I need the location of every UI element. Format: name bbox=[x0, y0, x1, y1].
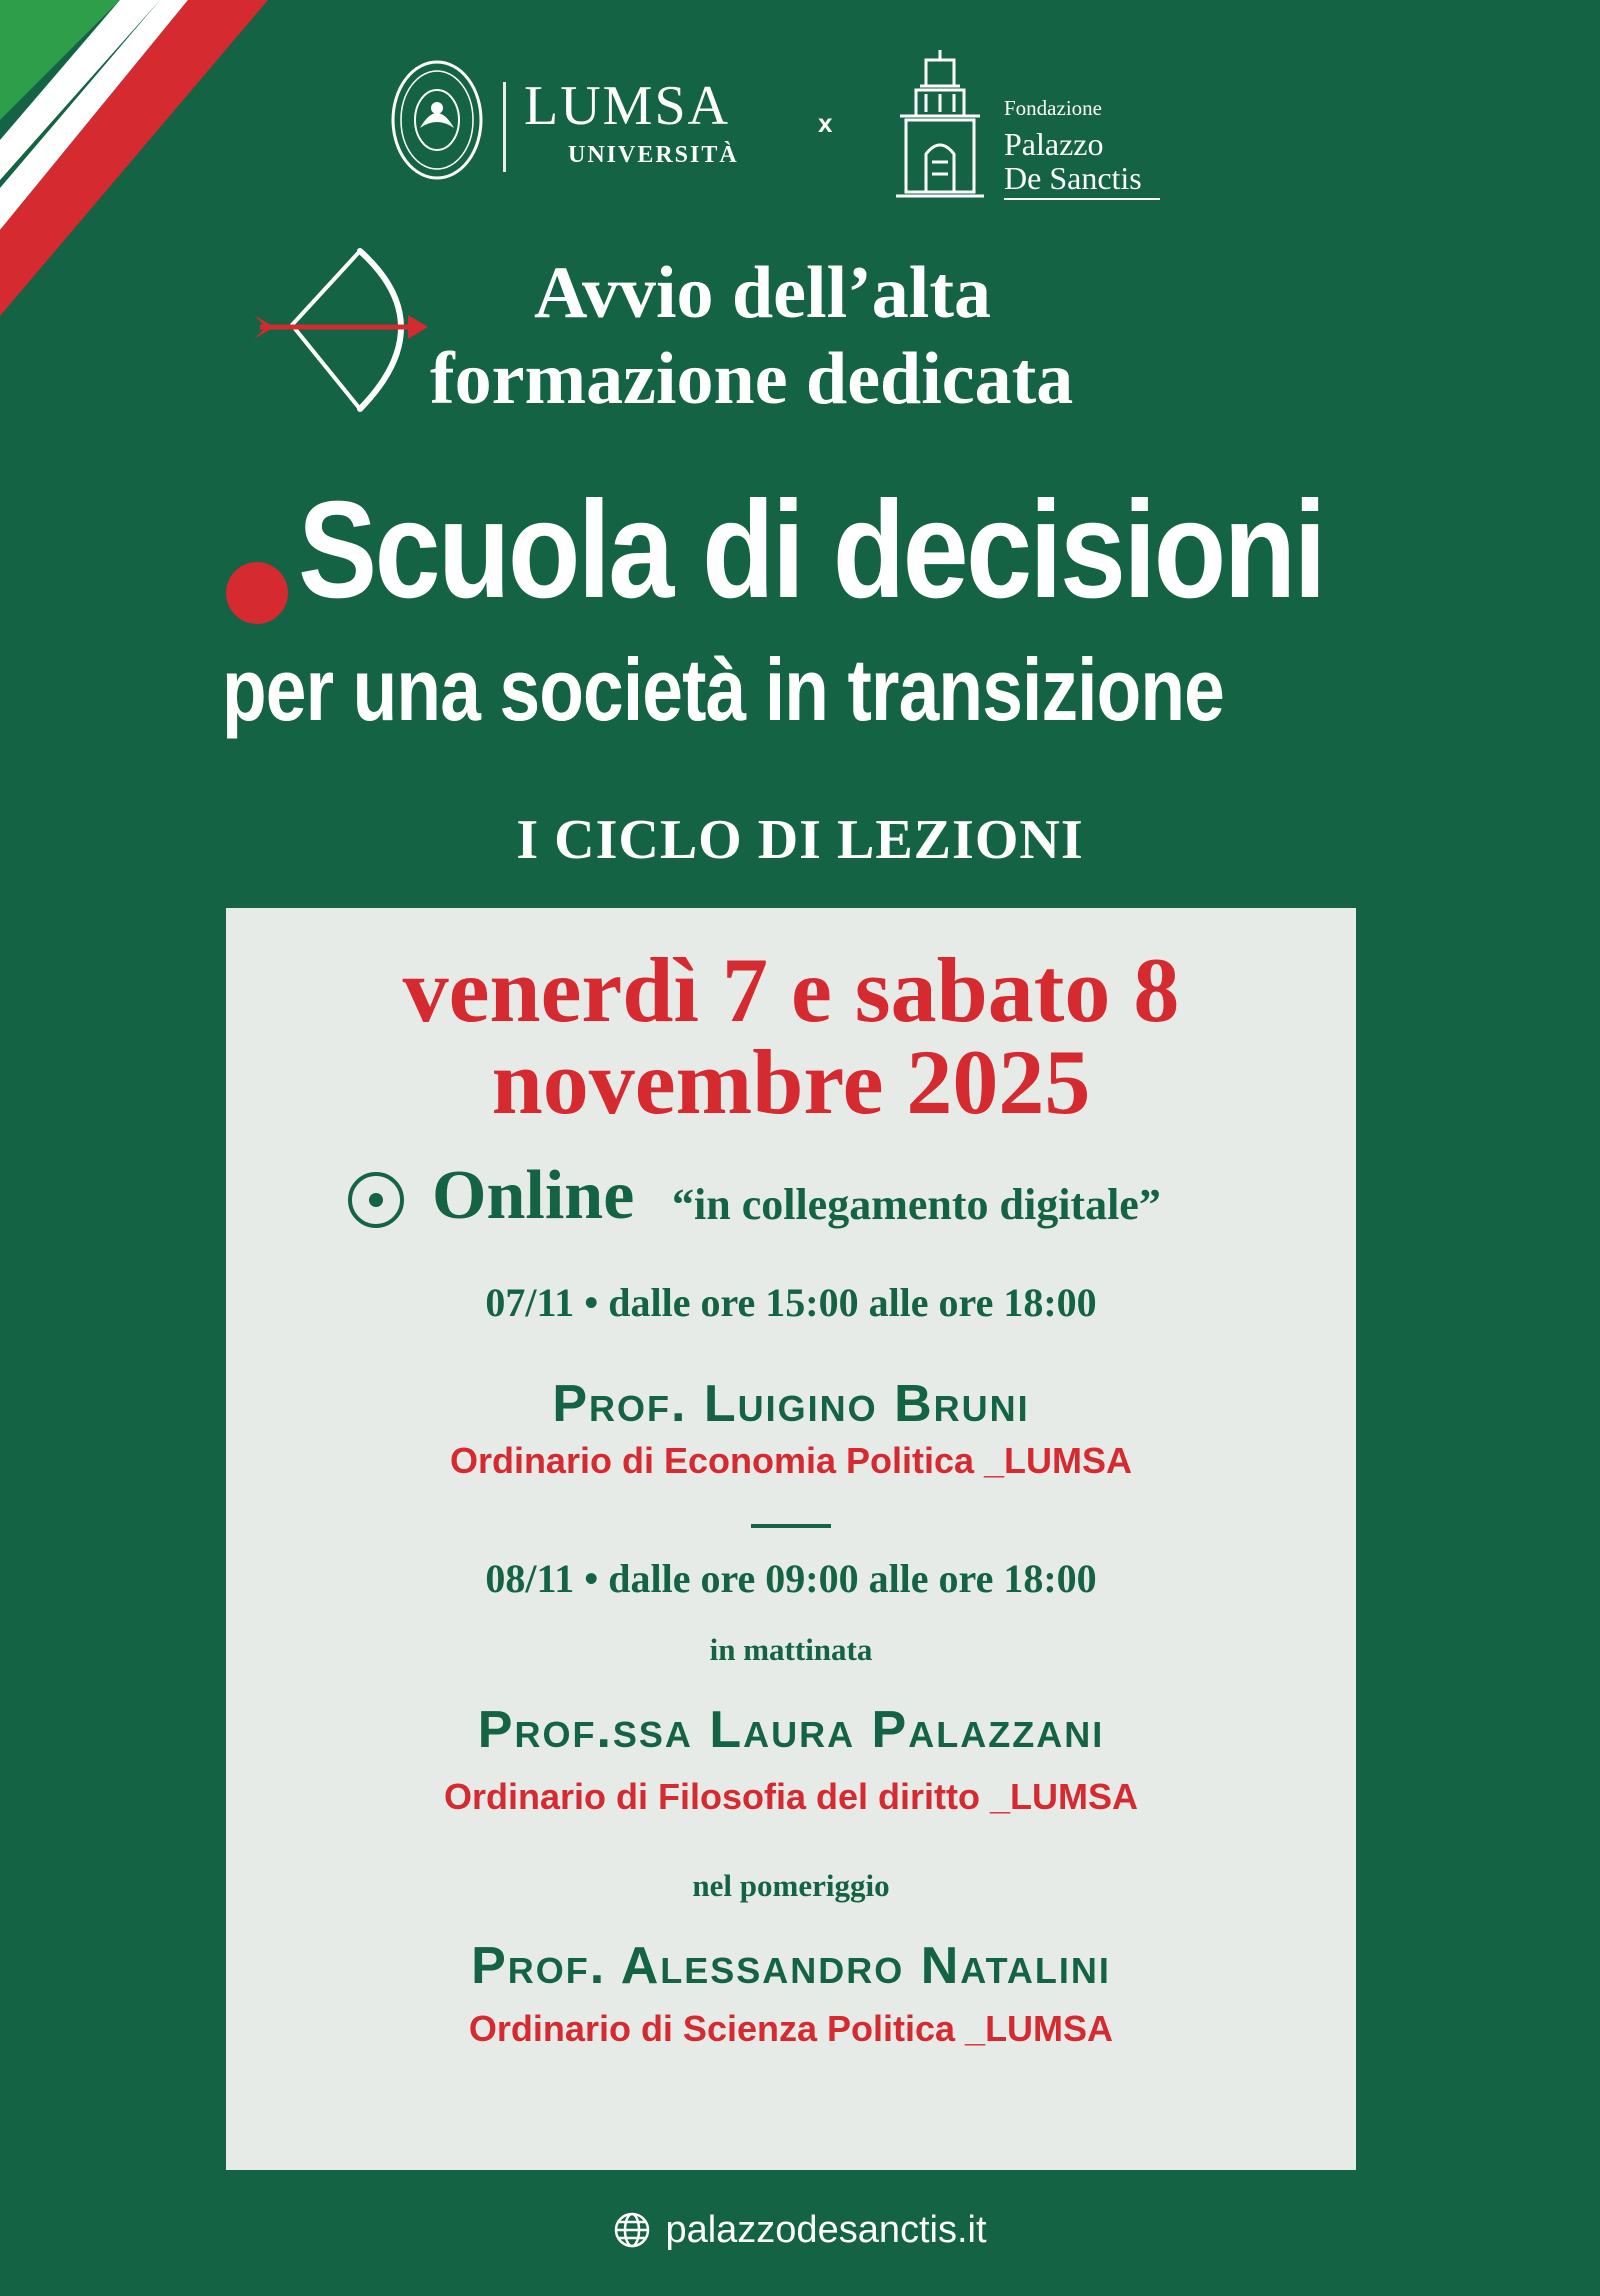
globe-icon bbox=[613, 2211, 651, 2249]
lumsa-divider bbox=[503, 82, 506, 172]
morning-speaker: Prof.ssa Laura Palazzani bbox=[477, 1701, 1105, 1759]
afternoon-label: nel pomeriggio bbox=[692, 1868, 890, 1903]
fondazione-name-line1: Palazzo bbox=[1004, 126, 1104, 162]
bow-and-arrow-icon bbox=[252, 245, 432, 415]
lumsa-subtitle: UNIVERSITÀ bbox=[568, 142, 739, 168]
day1-time: 07/11 • dalle ore 15:00 alle ore 18:00 bbox=[485, 1280, 1097, 1325]
heading-line1: Avvio dell’alta bbox=[534, 252, 991, 334]
website-footer bbox=[0, 2200, 1600, 2260]
heading-line2: formazione dedicata bbox=[430, 338, 1074, 420]
morning-label: in mattinata bbox=[709, 1632, 873, 1667]
event-heading bbox=[430, 250, 1190, 422]
red-dot-bullet bbox=[226, 562, 288, 624]
fondazione-underline bbox=[1004, 198, 1160, 200]
morning-role: Ordinario di Filosofia del diritto _LUMSA bbox=[443, 1776, 1139, 1817]
afternoon-role: Ordinario di Scienza Politica _LUMSA bbox=[468, 2008, 1114, 2049]
online-label: Online bbox=[432, 1157, 635, 1234]
day1-speaker: Prof. Luigino Bruni bbox=[552, 1375, 1030, 1433]
event-date-line2: novembre 2025 bbox=[491, 1031, 1091, 1133]
logos-header bbox=[0, 50, 1600, 210]
school-title: Scuola di decisioni bbox=[298, 473, 1324, 627]
location-target-icon bbox=[346, 1170, 406, 1230]
fondazione-name-line2: De Sanctis bbox=[1004, 160, 1142, 196]
fondazione-label: Fondazione bbox=[1004, 96, 1102, 120]
collaboration-separator: x bbox=[818, 108, 833, 138]
lumsa-seal-icon bbox=[390, 58, 484, 182]
afternoon-speaker: Prof. Alessandro Natalini bbox=[471, 1937, 1111, 1995]
day2-time: 08/11 • dalle ore 09:00 alle ore 18:00 bbox=[485, 1556, 1097, 1601]
website-link[interactable]: palazzodesanctis.it bbox=[665, 2209, 987, 2251]
palazzo-tower-icon bbox=[890, 50, 990, 200]
lumsa-name: LUMSA bbox=[524, 75, 731, 137]
cycle-label: I CICLO DI LEZIONI bbox=[516, 809, 1084, 871]
online-row bbox=[226, 1156, 1356, 1236]
section-divider bbox=[751, 1524, 831, 1528]
day1-role: Ordinario di Economia Politica _LUMSA bbox=[449, 1440, 1133, 1481]
online-note: “in collegamento digitale” bbox=[672, 1180, 1161, 1229]
event-date-line1: venerdì 7 e sabato 8 bbox=[402, 939, 1180, 1041]
school-subtitle: per una società in transizione bbox=[222, 640, 1224, 739]
schedule-card bbox=[226, 908, 1356, 2170]
